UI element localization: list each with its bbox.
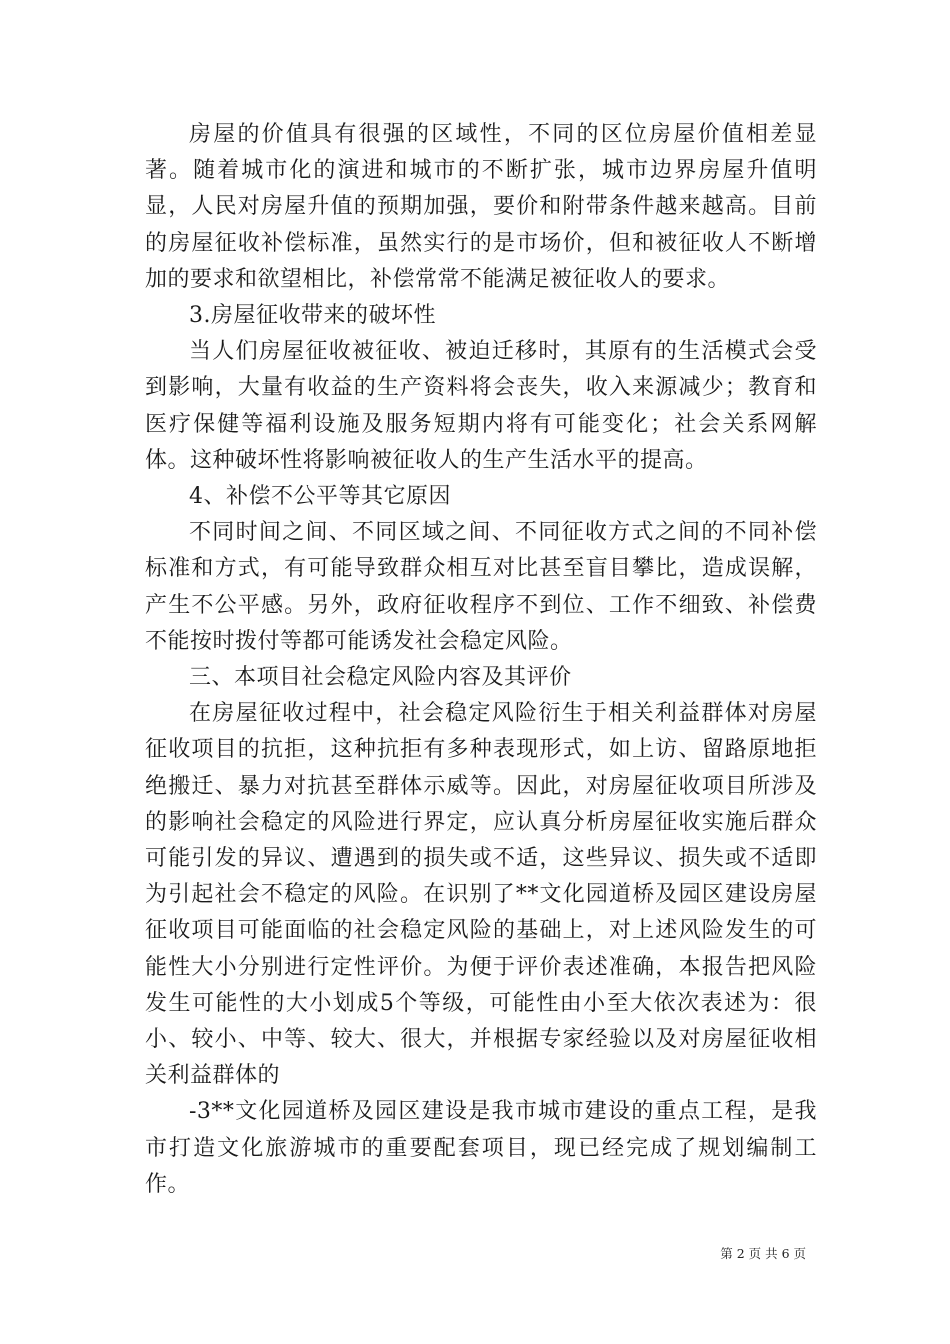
paragraph-value-regional: 房屋的价值具有很强的区域性，不同的区位房屋价值相差显著。随着城市化的演进和城市的不断扩张，城市边界房屋升值明显，人民对房屋升值的预期加强，要价和附带条件越来越高。目前的房屋征收补偿标准，虽然实行的是市场价，但和被征收人不断增加的要求和欲望相比，补偿常常不能满足被征收人的要求。 bbox=[145, 122, 817, 292]
paragraph-unfair-compensation: 不同时间之间、不同区域之间、不同征收方式之间的不同补偿标准和方式，有可能导致群众相互对比甚至盲目攀比，造成误解，产生不公平感。另外，政府征收程序不到位、工作不细致、补偿费不能按时拨付等都可能诱发社会稳定风险。 bbox=[145, 520, 817, 654]
heading-unfair-compensation: 4、补偿不公平等其它原因 bbox=[189, 484, 451, 510]
paragraph-destructiveness: 当人们房屋征收被征收、被迫迁移时，其原有的生活模式会受到影响，大量有收益的生产资料将会丧失，收入来源减少；教育和医疗保健等福利设施及服务短期内将有可能变化；社会关系网解体。这种破坏性将影响被征收人的生产生活水平的提高。 bbox=[145, 339, 817, 473]
page-number-footer: 第 2 页 共 6 页 bbox=[720, 1246, 806, 1261]
paragraph-project-intro: -3**文化园道桥及园区建设是我市城市建设的重点工程，是我市打造文化旅游城市的重要配套项目，现已经完成了规划编制工作。 bbox=[145, 1099, 817, 1197]
document-body bbox=[145, 117, 817, 1203]
paragraph-risk-evaluation: 在房屋征收过程中，社会稳定风险衍生于相关利益群体对房屋征收项目的抗拒，这种抗拒有多种表现形式，如上访、留路原地拒绝搬迁、暴力对抗甚至群体示威等。因此，对房屋征收项目所涉及的影响社会稳定的风险进行界定，应认真分析房屋征收实施后群众可能引发的异议、遭遇到的损失或不适，这些异议、损失或不适即为引起社会不稳定的风险。在识别了**文化园道桥及园区建设房屋征收项目可能面临的社会稳定风险的基础上，对上述风险发生的可能性大小分别进行定性评价。为便于评价表述准确，本报告把风险发生可能性的大小划成5个等级，可能性由小至大依次表述为：很小、较小、中等、较大、很大，并根据专家经验以及对房屋征收相关利益群体的 bbox=[145, 701, 817, 1089]
heading-section-three: 三、本项目社会稳定风险内容及其评价 bbox=[189, 665, 572, 691]
heading-destructiveness: 3.房屋征收带来的破坏性 bbox=[189, 303, 436, 329]
